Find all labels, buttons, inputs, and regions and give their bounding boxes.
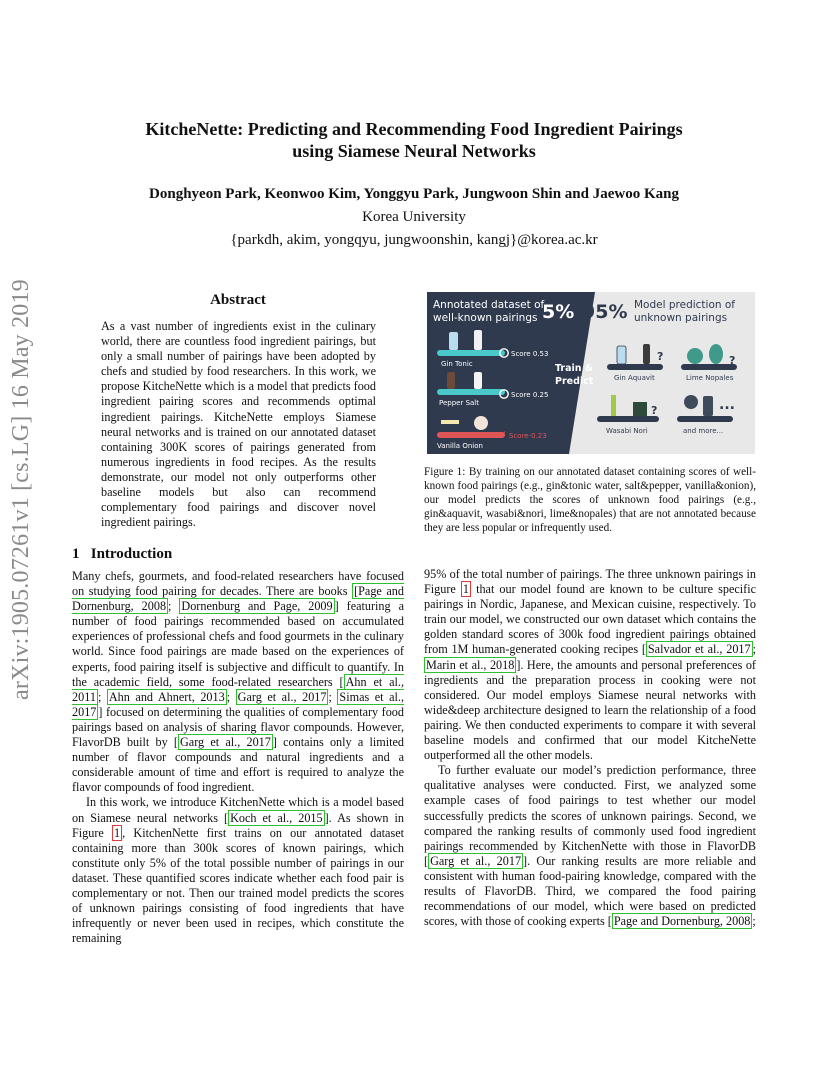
u2-label: Lime Nopales (686, 374, 734, 382)
citation-link[interactable]: Marin et al., 2018 (426, 657, 515, 672)
fig-left-title-1: Annotated dataset of (433, 299, 545, 311)
author-list: Donghyeon Park, Keonwoo Kim, Yonggyu Park, Jungwoon Shin and Jaewoo Kang (149, 186, 679, 202)
cross-icon: ✗ (499, 431, 507, 441)
score1-label: Score 0.53 (511, 350, 549, 358)
fig-pct-right: 95% (582, 301, 628, 323)
citation-link[interactable]: Garg et al., 2017 (180, 735, 271, 750)
citation-link[interactable]: Page and Dornenburg, 2008 (613, 914, 751, 929)
salt-shaker-icon (474, 372, 482, 389)
tonic-bottle-icon (474, 330, 482, 350)
intro-paragraph-3: 95% of the total number of pairings. The three unknown pairings in Figure 1 that our model found are known to be culture specific pairings in Nordic, Japanese, and Mexican cuisine, respectively. To train our model, we constructed our own dataset which contains the golden standard scores of 300k food ingredient pairings obtained from 1M human-generated cooking recipes [ Salvador et al., 2017 ; Marin et al., 2018 ]. Here, the amounts and personal preferences of ingredients and the preparation process in cooking were not considered. Our model employs Siamese neural networks with wide&deep architecture designed to learn the relationship of a food pairing. We then conducted experiments to compare it with several baseline models and confirmed that our model KitcheNette outperformed all the other models. (424, 567, 756, 763)
citation-link[interactable]: Simas et al., 2017 (72, 689, 404, 719)
section-heading-introduction (72, 546, 172, 563)
intro-paragraph-4: To further evaluate our model’s prediction performance, three qualitative analyses were conducted. First, we analyzed some example cases of food pairings to test whether our model successfully predicts the scores of unknown pairings. Second, we compared the ranking results of commonly used food ingredient pairings recommended by KitchenNette with those in FlavorDB [ Garg et al., 2017 ]. Our ranking results are more reliable and consistent with human food-pairing knowledge, compared with the results of FlavorDB. Third, we compared the food pairing recommendations of our model, which were based on predicted scores, with those of cooking experts [ Page and Dornenburg, 2008 ; (424, 763, 757, 929)
gin-bottle-icon-2 (617, 346, 626, 364)
score3-label: Score-0.23 (509, 432, 547, 440)
vanilla-icon (441, 420, 459, 424)
score2-label: Score 0.25 (511, 391, 549, 399)
train-label-2: Predict (555, 376, 594, 387)
u2-question: ? (729, 354, 736, 367)
pepper-shaker-icon (447, 372, 455, 389)
more-ellipsis: ... (719, 397, 735, 413)
u3-question: ? (651, 404, 658, 417)
u1-bar (607, 364, 663, 370)
u3-label: Wasabi Nori (606, 427, 648, 435)
title-line-2: using Siamese Neural Networks (292, 141, 536, 161)
intro-paragraph-1: Many chefs, gourmets, and food-related researchers have focused on studying food pairing for decades. There are books [Page and Dornenburg, 2008 ; Dornenburg and Page, 2009 ] featuring a number of food pairings recommended based on accumulated experiences of professional chefs and food gourmets in the culinary world. Since food pairings are made based on the experiences of experts, food pairing itself is subjective and difficult to quantify. In the academic field, some food-related researchers [ Ahn et al., 2011 ; Ahn and Ahnert, 2013 ; Garg et al., 2017 ; Simas et al., 2017 ] focused on determining the qualities of complementary food pairings based on analysis of sharing flavor compounds. However, FlavorDB built by [ Garg et al., 2017 ] contains only a limited number of flavor compounds and natural ingredients and a considerable amount of time and effort is required to analyze the flavor compounds of food ingredient. (72, 569, 405, 795)
citation-link[interactable]: [Page and Dornenburg, 2008 (72, 584, 404, 614)
aquavit-bottle-icon (643, 344, 650, 364)
pair2-label: Pepper Salt (439, 399, 479, 407)
section-number: 1 (72, 546, 80, 562)
pair1-bar (437, 350, 505, 356)
title-line-1: KitcheNette: Predicting and Recommending Food Ingredient Pairings (145, 119, 683, 139)
arxiv-identifier: arXiv:1905.07261v1 [cs.LG] 16 May 2019 (8, 279, 34, 700)
citation-link[interactable]: Dornenburg and Page, 2009 (181, 599, 333, 614)
lime-icon (687, 348, 703, 364)
unknown-item-icon (684, 395, 698, 409)
affiliation: Korea University (362, 209, 466, 225)
fig-right-title-2: unknown pairings (634, 312, 728, 324)
u3-bar (597, 416, 659, 422)
figure-reference-link[interactable]: 1 (114, 825, 121, 840)
abstract-heading: Abstract (210, 292, 266, 308)
section-title: Introduction (90, 546, 173, 562)
nori-icon (633, 402, 647, 416)
wasabi-icon (611, 395, 616, 416)
fig-left-title-2: well-known pairings (433, 312, 538, 324)
pair3-label: Vanilla Onion (437, 442, 483, 450)
u1-question: ? (657, 350, 664, 363)
paper-title (100, 118, 728, 162)
figure-1-caption: Figure 1: By training on our annotated dataset containing scores of well-known food pairings (e.g., gin&tonic water, salt&pepper, vanilla&onion), our model predicts the scores of unknown food pairings (e.g., gin&aquavit, wasabi&nori, lime&nopales) that are not annotated because they are less popular or infrequently used. (424, 466, 756, 534)
u4-label: and more... (683, 427, 724, 435)
u1-label: Gin Aquavit (614, 374, 655, 382)
pair1-label: Gin Tonic (441, 360, 473, 368)
unknown-item-icon-2 (703, 396, 713, 416)
figure-1 (427, 292, 755, 454)
train-label-1: Train & (555, 363, 594, 374)
citation-link[interactable]: Garg et al., 2017 (237, 689, 327, 704)
intro-paragraph-2: In this work, we introduce KitchenNette which is a model based on Siamese neural networks [ Koch et al., 2015 ]. As shown in Figure 1 , KitchenNette first trains on our annotated dataset containing more than 300k scores of known pairings, which constitute only 5% of the total possible number of pairings in our dataset. These quantified scores indicate whether each food pair is complementary or not. Then our trained model predicts the scores of unknown pairings consisting of food ingredients that have infrequently or never been used in recipes, which constitute the remaining (72, 795, 405, 946)
citation-link[interactable]: Koch et al., 2015 (230, 810, 323, 825)
citation-link[interactable]: Ahn et al., 2011 (72, 674, 404, 704)
gin-bottle-icon (449, 332, 458, 350)
abstract-text: As a vast number of ingredients exist in the culinary world, there are countless food ingredient pairings, but only a small number of pairings have been adopted by chefs and studied by food researchers. In this work, we propose KitcheNette which is a model that predicts food ingredient pairing scores and recommends optimal ingredient pairings. KitcheNette employs Siamese neural networks and is trained on our annotated dataset containing 300K scores of pairings generated from numerous ingredients in food recipes. As the results demonstrate, our model not only outperforms other baseline models but also can recommend complementary food pairings and discover novel ingredient pairings. (101, 319, 376, 530)
fig-pct-left: 5% (542, 301, 575, 323)
pair3-bar (437, 432, 505, 438)
pair2-bar (437, 389, 505, 395)
left-column-body (72, 569, 404, 946)
u4-bar (677, 416, 733, 422)
citation-link[interactable]: Ahn and Ahnert, 2013 (108, 689, 225, 704)
fig-right-title-1: Model prediction of (634, 299, 736, 311)
onion-icon (474, 416, 488, 430)
right-column-body (424, 567, 756, 929)
figure-reference-link[interactable]: 1 (462, 582, 469, 597)
nopales-icon (709, 344, 723, 364)
author-emails: {parkdh, akim, yongqyu, jungwoonshin, kangj}@korea.ac.kr (230, 232, 598, 248)
citation-link[interactable]: Salvador et al., 2017 (647, 642, 751, 657)
citation-link[interactable]: Garg et al., 2017 (430, 853, 522, 868)
